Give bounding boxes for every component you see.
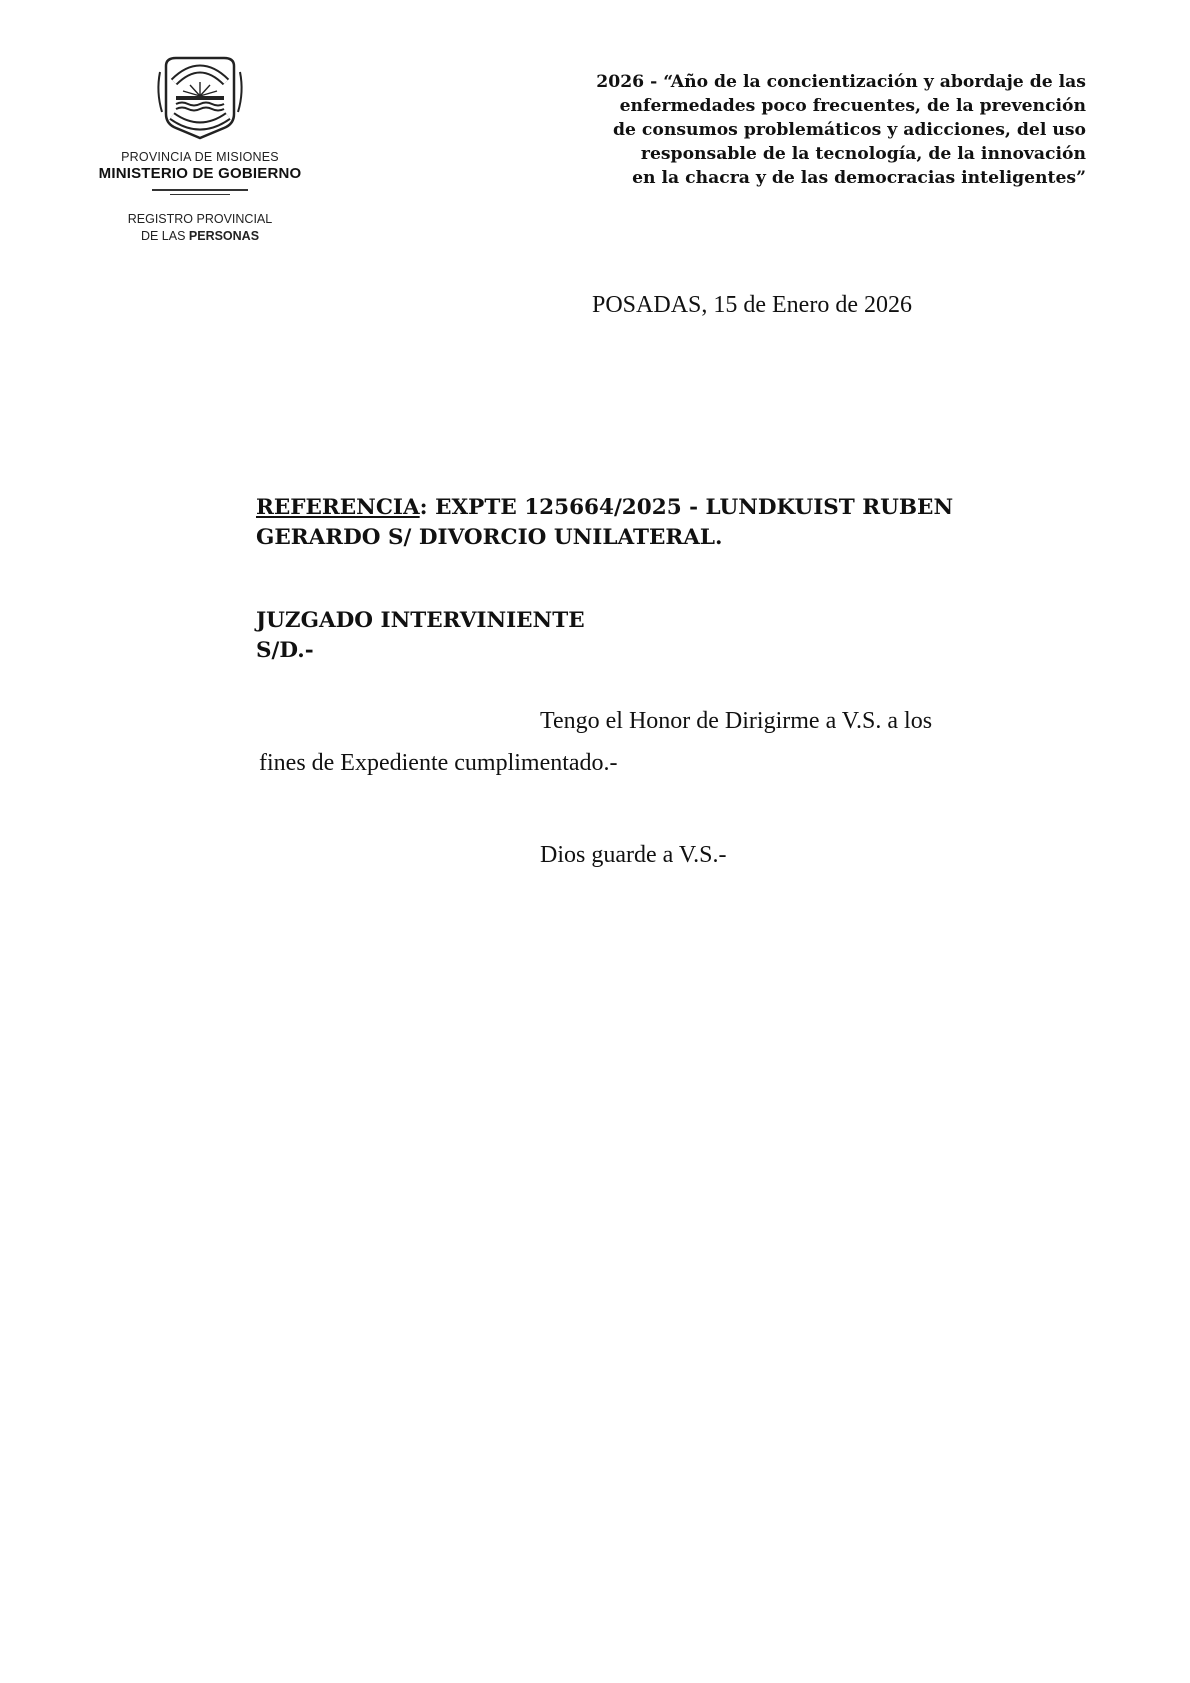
province-seal-icon (152, 52, 248, 142)
letterhead (80, 52, 320, 243)
letterhead-registry-line2 (80, 229, 320, 243)
letterhead-province: PROVINCIA DE MISIONES (121, 150, 279, 164)
reference-line1-rest: : EXPTE 125664/2025 - LUNDKUIST RUBEN (419, 495, 954, 520)
registry-bold: PERSONAS (188, 229, 260, 243)
reference-block (256, 493, 1016, 553)
reference-line1 (256, 493, 1016, 523)
letterhead-divider-short (170, 194, 230, 195)
letterhead-divider (152, 189, 248, 191)
year-motto (526, 70, 1086, 190)
addressee-line2: S/D.- (256, 638, 314, 663)
closing-line: Dios guarde a V.S.- (540, 842, 727, 868)
motto-line: responsable de la tecnología, de la innovación (640, 144, 1086, 164)
registry-prefix: DE LAS (140, 229, 189, 243)
addressee-line1: JUZGADO INTERVINIENTE (256, 608, 585, 633)
body-line2: fines de Expediente cumplimentado.- (259, 750, 618, 776)
motto-line: 2026 - “Año de la concientización y abordaje de las (596, 72, 1086, 92)
addressee-block (256, 606, 585, 666)
reference-line2: GERARDO S/ DIVORCIO UNILATERAL. (256, 525, 723, 550)
reference-label: REFERENCIA (256, 495, 420, 520)
motto-line: enfermedades poco frecuentes, de la prevención (619, 96, 1086, 116)
motto-line: de consumos problemáticos y adicciones, del uso (612, 120, 1086, 140)
motto-line: en la chacra y de las democracias inteligentes” (632, 168, 1086, 188)
letterhead-registry-line1: REGISTRO PROVINCIAL (127, 212, 273, 226)
body-line1: Tengo el Honor de Dirigirme a V.S. a los (540, 708, 933, 734)
letterhead-ministry: MINISTERIO DE GOBIERNO (98, 165, 302, 182)
document-date: POSADAS, 15 de Enero de 2026 (592, 292, 912, 318)
